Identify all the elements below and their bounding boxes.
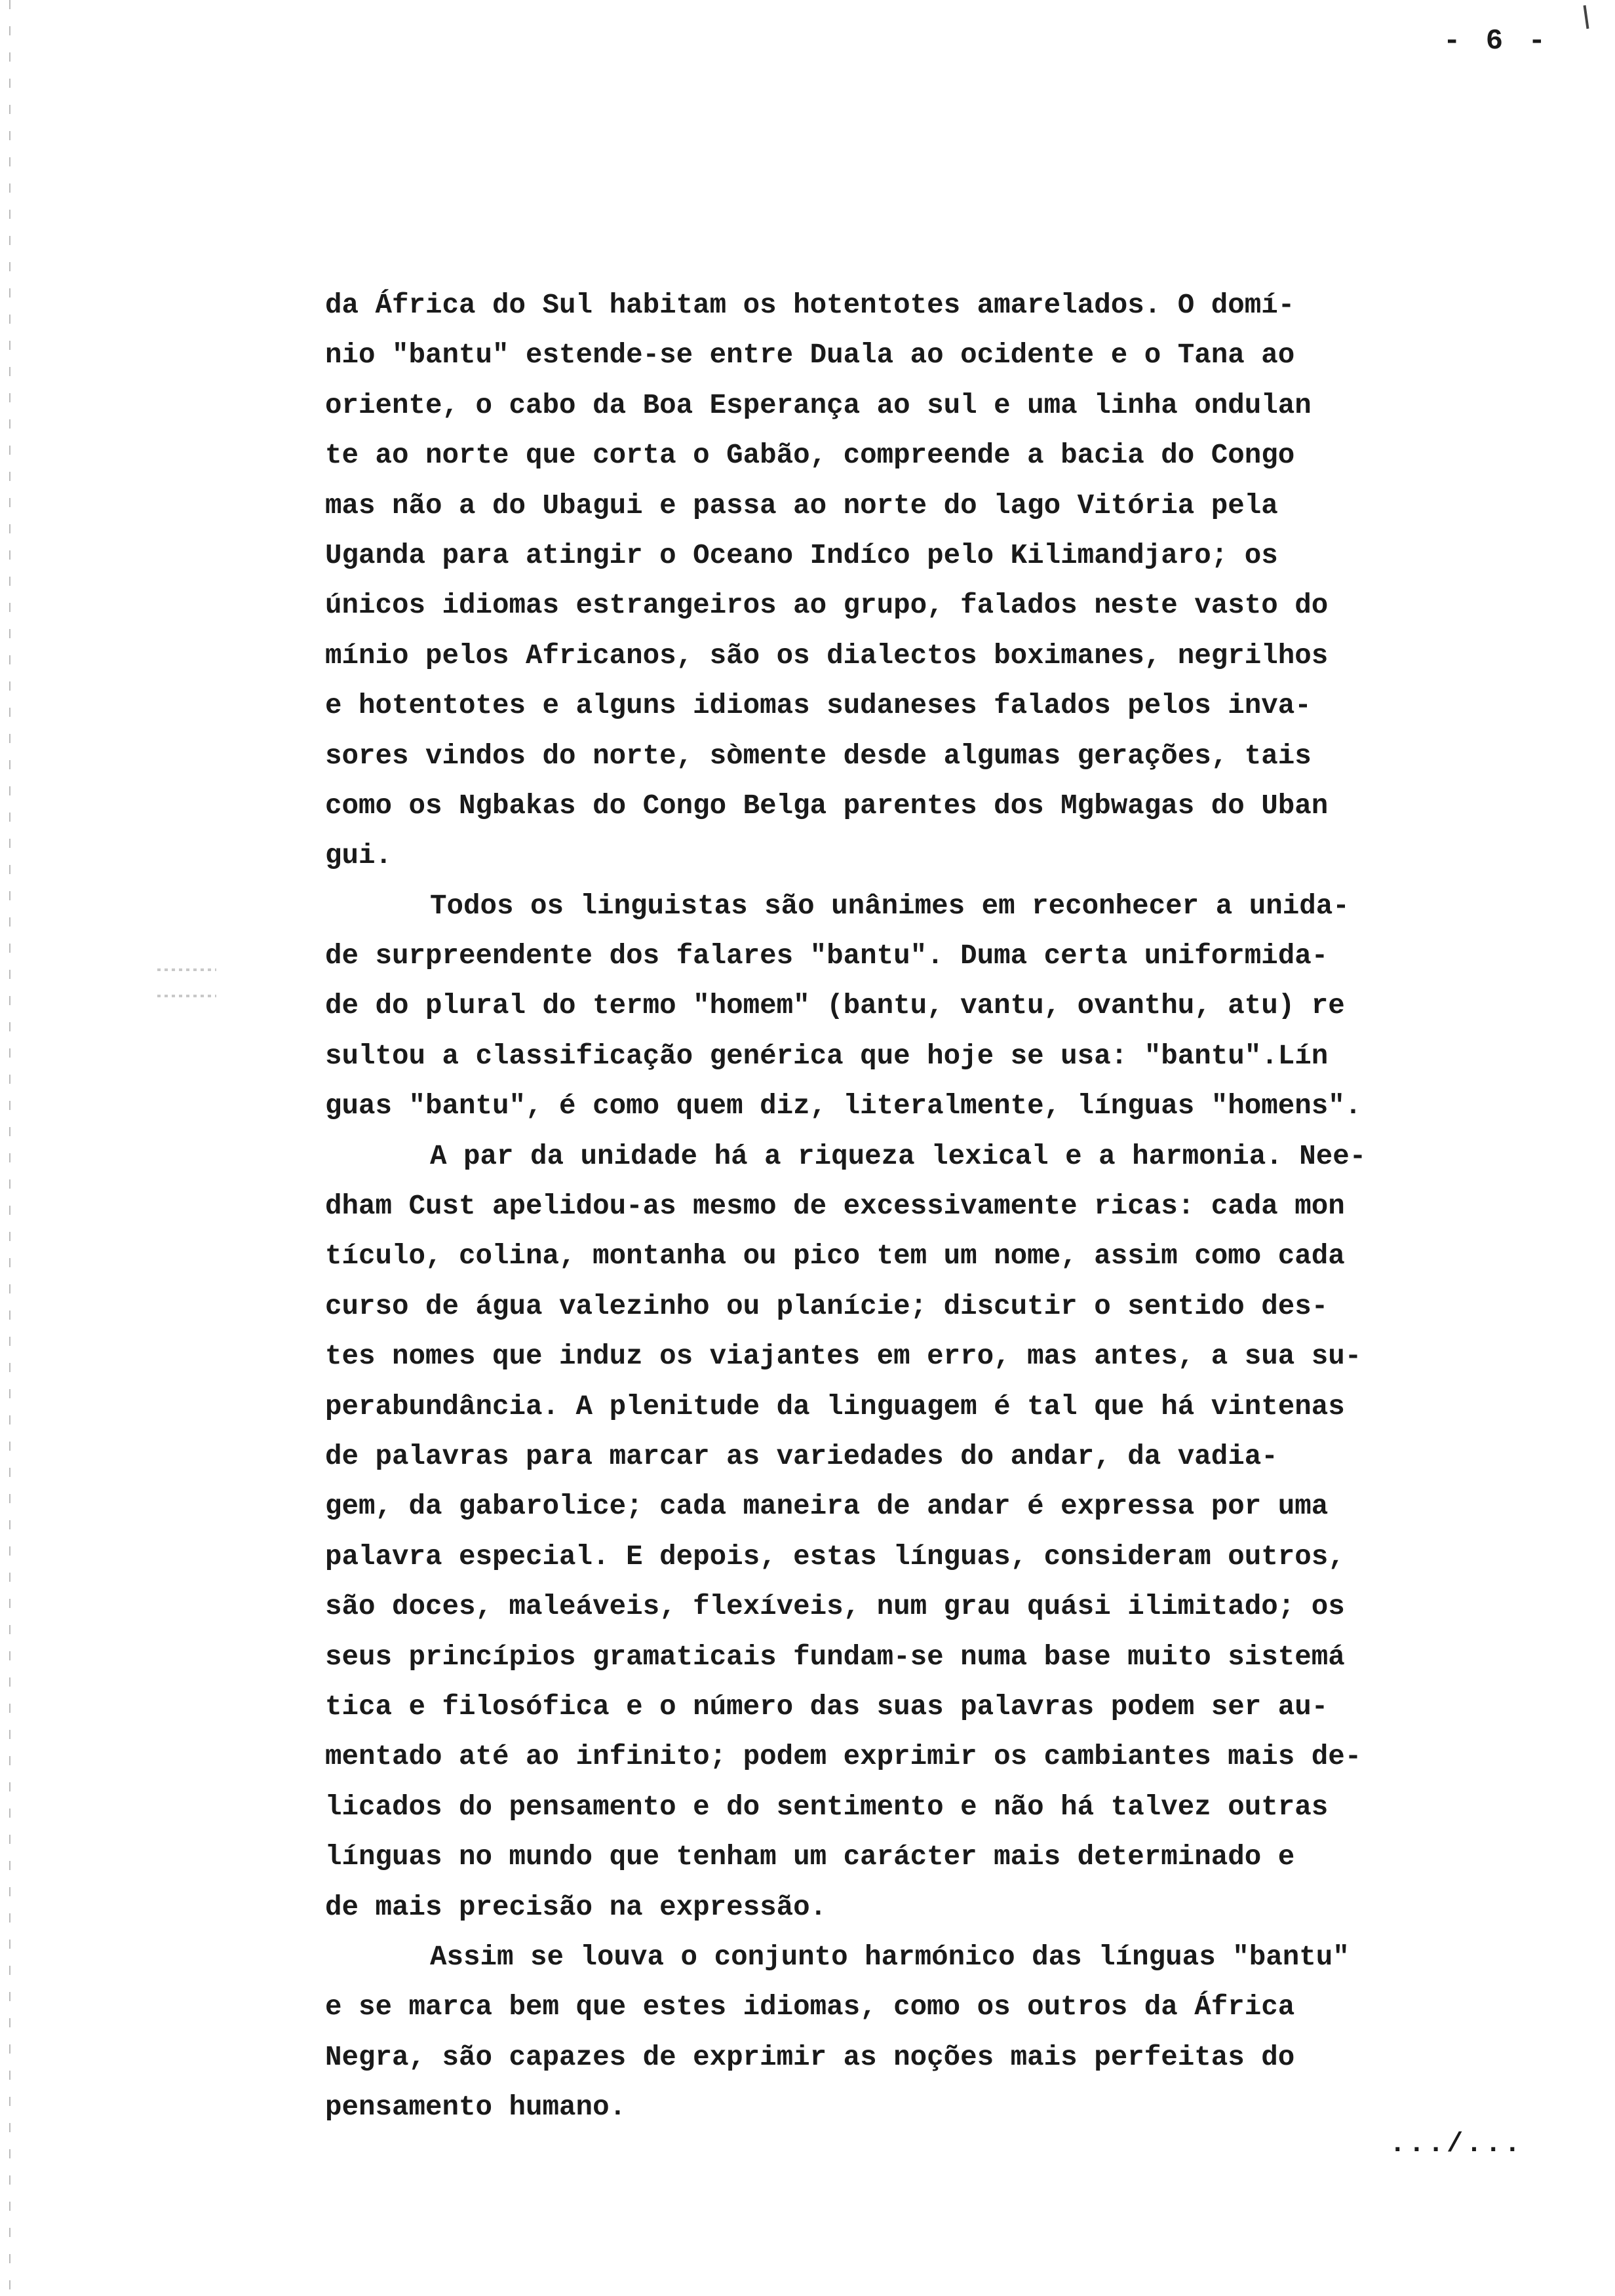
text-line: oriente, o cabo da Boa Esperança ao sul e uma linha ondulan: [325, 389, 1312, 421]
text-line: da África do Sul habitam os hotentotes amarelados. O domí-: [325, 290, 1295, 321]
text-line: Assim se louva o conjunto harmónico das línguas "bantu": [430, 1941, 1350, 1973]
text-line: gui.: [325, 840, 393, 872]
text-line: mentado até ao infinito; podem exprimir os cambiantes mais de-: [325, 1741, 1362, 1773]
text-line: seus princípios gramaticais fundam-se numa base muito sistemá: [325, 1641, 1345, 1673]
text-line: de do plural do termo "homem" (bantu, vantu, ovanthu, atu) re: [325, 990, 1345, 1022]
document-body: [325, 280, 1557, 2132]
text-line: tículo, colina, montanha ou pico tem um nome, assim como cada: [325, 1240, 1345, 1272]
text-line: de mais precisão na expressão.: [325, 1891, 827, 1923]
text-line: são doces, maleáveis, flexíveis, num grau quási ilimitado; os: [325, 1591, 1345, 1623]
paragraph: [325, 881, 1557, 1132]
text-line: Todos os linguistas são unânimes em reconhecer a unida-: [430, 890, 1350, 922]
text-line: mínio pelos Africanos, são os dialectos boximanes, negrilhos: [325, 640, 1329, 672]
text-line: Negra, são capazes de exprimir as noções mais perfeitas do: [325, 2041, 1295, 2073]
margin-speck: [157, 968, 216, 971]
text-line: mas não a do Ubagui e passa ao norte do lago Vitória pela: [325, 489, 1278, 522]
text-line: como os Ngbakas do Congo Belga parentes dos Mgbwagas do Uban: [325, 790, 1329, 822]
corner-pen-mark: [1584, 5, 1589, 29]
paragraph: [325, 1132, 1557, 1932]
continuation-marker: .../...: [1389, 2128, 1523, 2160]
text-line: tes nomes que induz os viajantes em erro, mas antes, a sua su-: [325, 1341, 1362, 1373]
text-line: sores vindos do norte, sòmente desde algumas gerações, tais: [325, 740, 1312, 772]
text-line: de surpreendente dos falares "bantu". Duma certa uniformida-: [325, 940, 1329, 972]
text-line: e se marca bem que estes idiomas, como os outros da África: [325, 1991, 1295, 2023]
text-line: gem, da gabarolice; cada maneira de andar é expressa por uma: [325, 1491, 1329, 1523]
text-line: palavra especial. E depois, estas línguas, consideram outros,: [325, 1540, 1345, 1573]
text-line: e hotentotes e alguns idiomas sudaneses falados pelos inva-: [325, 690, 1312, 722]
text-line: curso de água valezinho ou planície; discutir o sentido des-: [325, 1290, 1329, 1322]
text-line: únicos idiomas estrangeiros ao grupo, falados neste vasto do: [325, 590, 1329, 622]
text-line: te ao norte que corta o Gabão, compreende a bacia do Congo: [325, 440, 1295, 472]
text-line: sultou a classificação genérica que hoje se usa: "bantu".Lín: [325, 1040, 1329, 1072]
margin-speck: [157, 995, 216, 997]
page-number: - 6 -: [1443, 25, 1549, 58]
text-line: Uganda para atingir o Oceano Indíco pelo Kilimandjaro; os: [325, 539, 1278, 571]
left-binding-edge: [9, 0, 10, 2296]
text-line: nio "bantu" estende-se entre Duala ao ocidente e o Tana ao: [325, 339, 1295, 372]
text-line: guas "bantu", é como quem diz, literalmente, línguas "homens".: [325, 1090, 1362, 1122]
paragraph: [325, 1932, 1557, 2133]
text-line: línguas no mundo que tenham um carácter mais determinado e: [325, 1841, 1295, 1873]
text-line: A par da unidade há a riqueza lexical e a harmonia. Nee-: [430, 1140, 1367, 1172]
text-line: licados do pensamento e do sentimento e não há talvez outras: [325, 1791, 1329, 1823]
text-line: dham Cust apelidou-as mesmo de excessivamente ricas: cada mon: [325, 1191, 1345, 1223]
text-line: perabundância. A plenitude da linguagem é tal que há vintenas: [325, 1390, 1345, 1423]
text-line: de palavras para marcar as variedades do andar, da vadia-: [325, 1440, 1278, 1472]
text-line: pensamento humano.: [325, 2092, 627, 2124]
text-line: tica e filosófica e o número das suas palavras podem ser au-: [325, 1691, 1329, 1723]
paragraph: [325, 280, 1557, 881]
